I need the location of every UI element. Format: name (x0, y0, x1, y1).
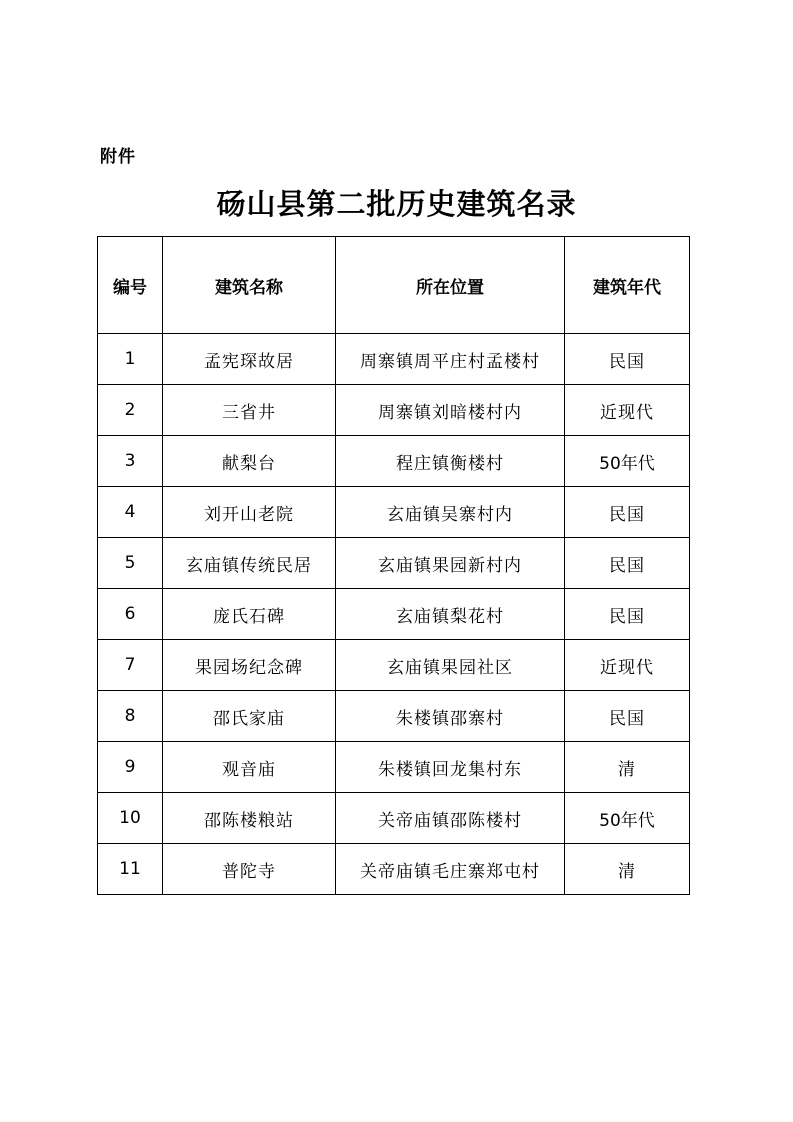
cell-era: 清 (565, 844, 690, 895)
header-name: 建筑名称 (163, 237, 336, 334)
table-row (98, 436, 690, 487)
header-number: 编号 (98, 237, 163, 334)
table-row (98, 691, 690, 742)
cell-name: 献梨台 (163, 436, 336, 487)
cell-location: 关帝庙镇邵陈楼村 (336, 793, 565, 844)
cell-number: 2 (98, 385, 163, 436)
cell-era: 民国 (565, 334, 690, 385)
cell-location: 玄庙镇梨花村 (336, 589, 565, 640)
cell-number: 1 (98, 334, 163, 385)
table-row (98, 334, 690, 385)
attachment-label: 附件 (100, 147, 136, 167)
cell-era: 民国 (565, 538, 690, 589)
cell-location: 朱楼镇邵寨村 (336, 691, 565, 742)
cell-location: 关帝庙镇毛庄寨郑屯村 (336, 844, 565, 895)
table-row (98, 487, 690, 538)
cell-name: 刘开山老院 (163, 487, 336, 538)
table-row (98, 844, 690, 895)
cell-era: 民国 (565, 589, 690, 640)
cell-era: 民国 (565, 487, 690, 538)
cell-era: 50年代 (565, 436, 690, 487)
cell-name: 三省井 (163, 385, 336, 436)
table-row (98, 742, 690, 793)
cell-number: 10 (98, 793, 163, 844)
table-row (98, 589, 690, 640)
cell-location: 周寨镇刘暗楼村内 (336, 385, 565, 436)
table-row (98, 385, 690, 436)
cell-location: 玄庙镇吴寨村内 (336, 487, 565, 538)
cell-name: 观音庙 (163, 742, 336, 793)
cell-era: 近现代 (565, 640, 690, 691)
cell-location: 玄庙镇果园社区 (336, 640, 565, 691)
page-title: 砀山县第二批历史建筑名录 (216, 187, 577, 221)
table-header-row (98, 237, 690, 334)
cell-name: 孟宪琛故居 (163, 334, 336, 385)
cell-name: 邵陈楼粮站 (163, 793, 336, 844)
cell-number: 5 (98, 538, 163, 589)
table-row (98, 538, 690, 589)
cell-era: 50年代 (565, 793, 690, 844)
cell-number: 9 (98, 742, 163, 793)
cell-name: 果园场纪念碑 (163, 640, 336, 691)
table-row (98, 640, 690, 691)
cell-name: 庞氏石碑 (163, 589, 336, 640)
cell-location: 程庄镇衡楼村 (336, 436, 565, 487)
cell-number: 11 (98, 844, 163, 895)
cell-location: 周寨镇周平庄村孟楼村 (336, 334, 565, 385)
table-header (98, 237, 690, 334)
cell-location: 玄庙镇果园新村内 (336, 538, 565, 589)
table-row (98, 793, 690, 844)
header-location: 所在位置 (336, 237, 565, 334)
cell-number: 3 (98, 436, 163, 487)
table-body (98, 334, 690, 895)
cell-name: 玄庙镇传统民居 (163, 538, 336, 589)
cell-era: 清 (565, 742, 690, 793)
cell-number: 4 (98, 487, 163, 538)
header-era: 建筑年代 (565, 237, 690, 334)
cell-location: 朱楼镇回龙集村东 (336, 742, 565, 793)
cell-name: 普陀寺 (163, 844, 336, 895)
historic-buildings-table (97, 236, 690, 895)
cell-number: 7 (98, 640, 163, 691)
cell-era: 民国 (565, 691, 690, 742)
cell-era: 近现代 (565, 385, 690, 436)
cell-number: 6 (98, 589, 163, 640)
cell-number: 8 (98, 691, 163, 742)
cell-name: 邵氏家庙 (163, 691, 336, 742)
